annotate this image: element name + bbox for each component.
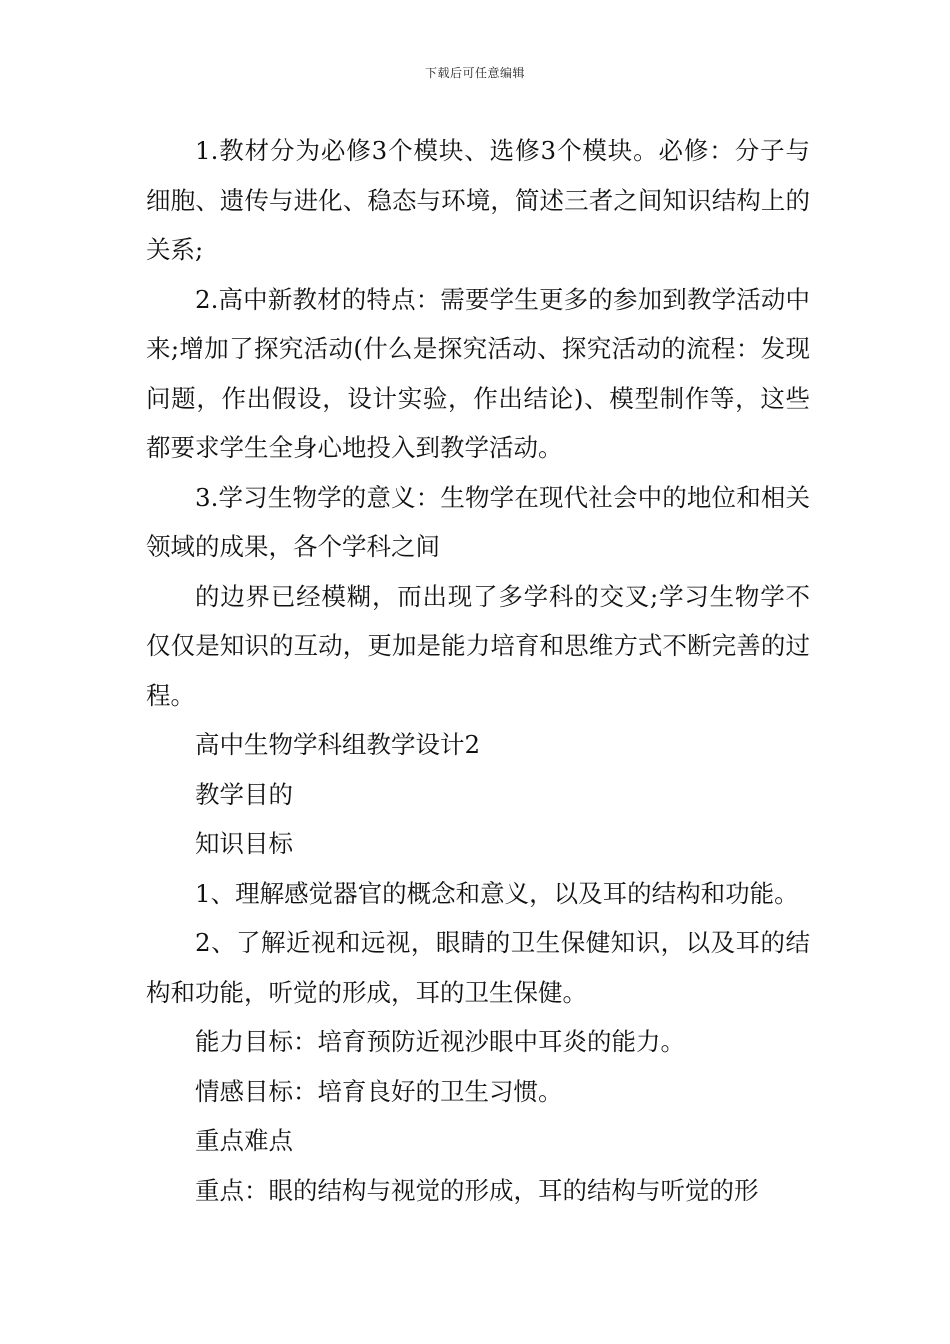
list-item-knowledge-1: 1、理解感觉器官的概念和意义，以及耳的结构和功能。 [195,878,799,908]
page-header: 下载后可任意编辑 [424,66,525,80]
paragraph-biology-significance: 3.学习生物学的意义：生物学在现代社会中的地位和相关领域的成果，各个学科之间 [146,482,810,561]
paragraph-biology-significance-continued: 的边界已经模糊，而出现了多学科的交叉;学习生物学不仅仅是知识的互动，更加是能力培育和思维方式不断完善的过程。 [146,581,810,710]
document-body [146,126,810,1215]
list-item-knowledge-2: 2、了解近视和远视，眼睛的卫生保健知识，以及耳的结构和功能，听觉的形成，耳的卫生保健。 [146,928,810,1007]
paragraph-new-textbook-features: 2.高中新教材的特点：需要学生更多的参加到教学活动中来;增加了探究活动(什么是探究活动、探究活动的流程：发现问题，作出假设，设计实验，作出结论)、模型制作等，这些都要求学生全身心地投入到教学活动。 [146,284,810,462]
section-title-teaching-design: 高中生物学科组教学设计2 [195,730,481,759]
paragraph-textbook-modules: 1.教材分为必修3个模块、选修3个模块。必修：分子与细胞、遗传与进化、稳态与环境，简述三者之间知识结构上的关系; [146,136,810,264]
paragraph-emotion-objectives: 情感目标：培育良好的卫生习惯。 [195,1076,563,1106]
heading-knowledge-objectives: 知识目标 [195,829,293,858]
paragraph-key-points: 重点：眼的结构与视觉的形成，耳的结构与听觉的形 [195,1175,759,1205]
paragraph-ability-objectives: 能力目标：培育预防近视沙眼中耳炎的能力。 [195,1027,685,1056]
heading-key-difficulties: 重点难点 [195,1126,293,1155]
heading-teaching-objectives: 教学目的 [195,779,293,809]
